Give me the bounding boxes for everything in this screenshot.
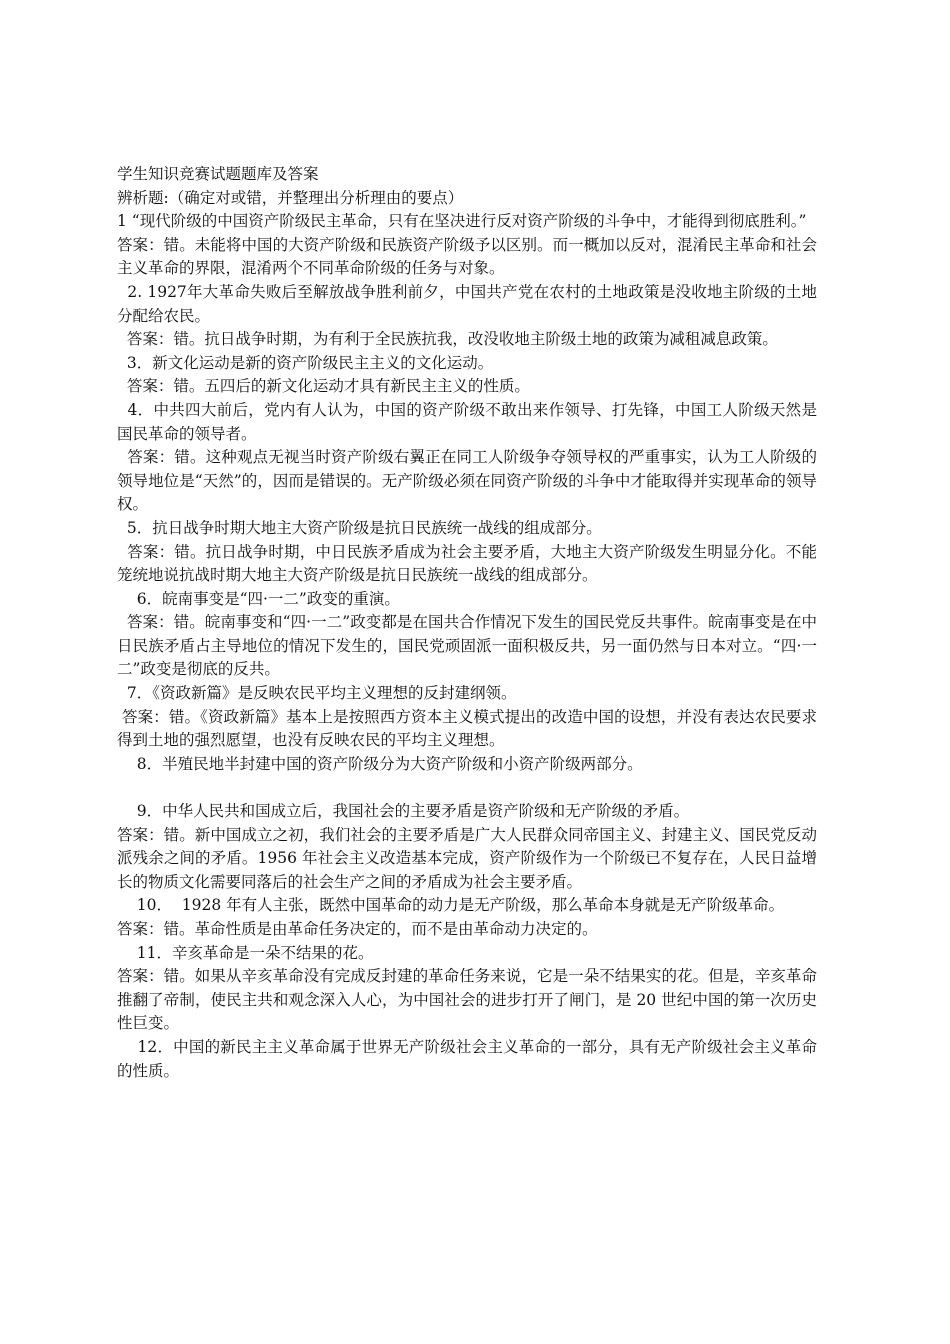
question-1: 1 “现代阶级的中国资产阶级民主革命，只有在坚决进行反对资产阶级的斗争中，才能得到彻底胜利。” — [117, 212, 807, 231]
question-11: 11．辛亥革命是一朵不结果的花。 — [117, 943, 374, 962]
question-12: 12．中国的新民主主义革命属于世界无产阶级社会主义革命的一部分，具有无产阶级社会主义革命的性质。 — [117, 1037, 817, 1080]
answer-7: 答案：错。《资政新篇》基本上是按照西方资本主义模式提出的改造中国的设想，并没有表达农民要求得到土地的强烈愿望，也没有反映农民的平均主义理想。 — [117, 707, 817, 750]
document-title: 学生知识竞赛试题题库及答案 — [117, 165, 319, 183]
question-5: 5．抗日战争时期大地主大资产阶级是抗日民族统一战线的组成部分。 — [117, 518, 602, 537]
question-2: 2. 1927年大革命失败后至解放战争胜利前夕，中国共产党在农村的土地政策是没收地主阶级的土地分配给农民。 — [117, 282, 817, 325]
answer-6: 答案：错。皖南事变和“四·一二”政变都是在国共合作情况下发生的国民党反共事件。皖南事变是在中日民族矛盾占主导地位的情况下发生的，国民党顽固派一面积极反共，另一面仍然与日本对立。“四·一二”政变是彻底的反共。 — [117, 613, 818, 679]
section-instruction: 辨析题:（确定对或错，并整理出分析理由的要点） — [117, 188, 464, 207]
answer-10: 答案：错。革命性质是由革命任务决定的，而不是由革命动力决定的。 — [117, 920, 598, 938]
answer-9: 答案：错。新中国成立之初，我们社会的主要矛盾是广大人民群众同帝国主义、封建主义、国民党反动派残余之间的矛盾。1956 年社会主义改造基本完成，资产阶级作为一个阶级已不复存在，人民日益增长的物质文化需要同落后的社会生产之间的矛盾成为社会主要矛盾。 — [117, 825, 817, 891]
answer-5: 答案：错。抗日战争时期，中日民族矛盾成为社会主要矛盾，大地主大资产阶级发生明显分化。不能笼统地说抗战时期大地主大资产阶级是抗日民族统一战线的组成部分。 — [117, 542, 817, 585]
question-6: 6．皖南事变是“四·一二”政变的重演。 — [117, 589, 400, 608]
document-body — [117, 163, 817, 1083]
question-9: 9．中华人民共和国成立后，我国社会的主要矛盾是资产阶级和无产阶级的矛盾。 — [117, 802, 690, 821]
answer-2: 答案：错。抗日战争时期，为有利于全民族抗我，改没收地主阶级土地的政策为减租减息政策。 — [117, 330, 778, 349]
answer-4: 答案：错。这种观点无视当时资产阶级右翼正在同工人阶级争夺领导权的严重事实，认为工人阶级的领导地位是“天然”的，因而是错误的。无产阶级必须在同资产阶级的斗争中才能取得并实现革命的领导权。 — [117, 448, 817, 514]
question-7: 7．《资政新篇》是反映农民平均主义理想的反封建纲领。 — [117, 684, 517, 703]
blank-line — [117, 776, 817, 800]
answer-3: 答案：错。五四后的新文化运动才具有新民主主义的性质。 — [117, 377, 530, 396]
answer-1: 答案：错。未能将中国的大资产阶级和民族资产阶级予以区别。而一概加以反对，混淆民主革命和社会主义革命的界限，混淆两个不同革命阶级的任务与对象。 — [117, 235, 817, 278]
question-4: 4．中共四大前后，党内有人认为，中国的资产阶级不敢出来作领导、打先锋，中国工人阶级天然是国民革命的领导者。 — [117, 400, 817, 443]
answer-11: 答案：错。如果从辛亥革命没有完成反封建的革命任务来说，它是一朵不结果实的花。但是，辛亥革命推翻了帝制，使民主共和观念深入人心，为中国社会的进步打开了闸门，是 20 世纪中国的第一次历史性巨变。 — [117, 967, 817, 1033]
question-8: 8．半殖民地半封建中国的资产阶级分为大资产阶级和小资产阶级两部分。 — [117, 754, 643, 773]
question-10: 10． 1928 年有人主张，既然中国革命的动力是无产阶级，那么革命本身就是无产阶级革命。 — [117, 896, 785, 915]
question-3: 3．新文化运动是新的资产阶级民主主义的文化运动。 — [117, 353, 494, 372]
